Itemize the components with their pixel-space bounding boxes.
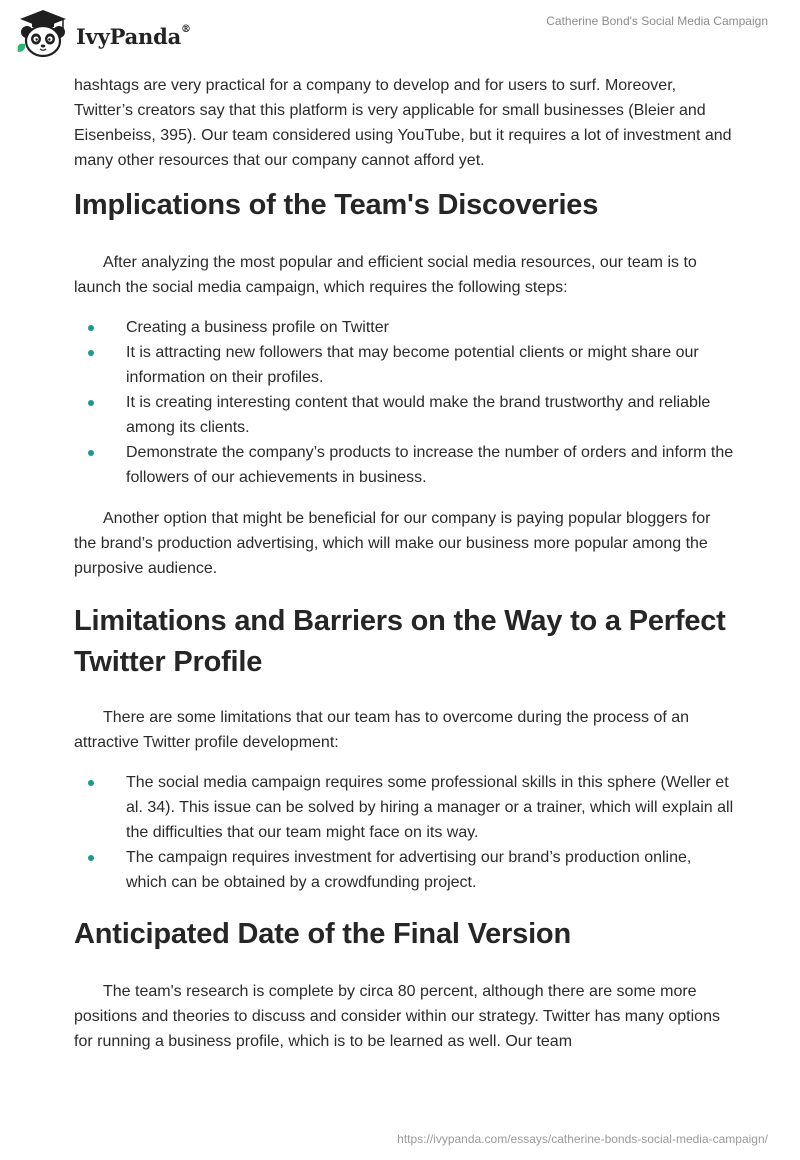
bullet-icon — [88, 400, 94, 406]
bullet-icon — [88, 325, 94, 331]
list-item: It is creating interesting content that would make the brand trustworthy and reliable among its clients. — [74, 390, 734, 440]
list-item: The social media campaign requires some professional skills in this sphere (Weller et al. 34). This issue can be solved by hiring a manager or a trainer, which will explain all the difficulties that our team might face on its way. — [74, 770, 734, 845]
list-item: Creating a business profile on Twitter — [74, 315, 734, 340]
bullet-icon — [88, 855, 94, 861]
intro-paragraph: hashtags are very practical for a company to develop and for users to surf. Moreover, Twitter’s creators say that this platform is very applicable for small businesses (Bleier and Eisenbeiss, 395). Our team considered using YouTube, but it requires a lot of investment and many other resources that our company cannot afford yet. — [74, 77, 732, 169]
section-heading-limitations: Limitations and Barriers on the Way to a Perfect Twitter Profile — [74, 605, 726, 678]
list-item: It is attracting new followers that may become potential clients or might share our information on their profiles. — [74, 340, 734, 390]
source-url-link[interactable]: https://ivypanda.com/essays/catherine-bonds-social-media-campaign/ — [397, 1132, 768, 1146]
panda-mascot-icon — [14, 8, 72, 60]
section-paragraph: After analyzing the most popular and efficient social media resources, our team is to launch the social media campaign, which requires the following steps: — [74, 254, 697, 296]
section-heading-anticipated-date: Anticipated Date of the Final Version — [74, 918, 571, 950]
brand-name: IvyPanda® — [76, 23, 191, 49]
page-header — [0, 0, 800, 70]
list-item: The campaign requires investment for advertising our brand’s production online, which can be obtained by a crowdfunding project. — [74, 845, 734, 895]
list-item: Demonstrate the company’s products to increase the number of orders and inform the followers of our achievements in business. — [74, 440, 734, 490]
section-paragraph: There are some limitations that our team has to overcome during the process of an attractive Twitter profile development: — [74, 709, 690, 751]
section-heading-implications: Implications of the Team's Discoveries — [74, 189, 599, 221]
bullet-icon — [88, 780, 94, 786]
steps-list — [74, 315, 734, 490]
bullet-icon — [88, 450, 94, 456]
document-title: Catherine Bond's Social Media Campaign — [546, 14, 768, 28]
section-paragraph: The team's research is complete by circa 80 percent, although there are some more positions and theories to discuss and consider within our strategy. Twitter has many options for running a business profile, which is to be learned as well. Our team — [74, 983, 720, 1050]
essay-body — [74, 73, 734, 1054]
section-paragraph: Another option that might be beneficial for our company is paying popular bloggers for the brand’s production advertising, which will make our business more popular among the purposive audience. — [74, 510, 711, 577]
limitations-list — [74, 770, 734, 895]
bullet-icon — [88, 350, 94, 356]
ivypanda-logo[interactable] — [14, 8, 191, 60]
